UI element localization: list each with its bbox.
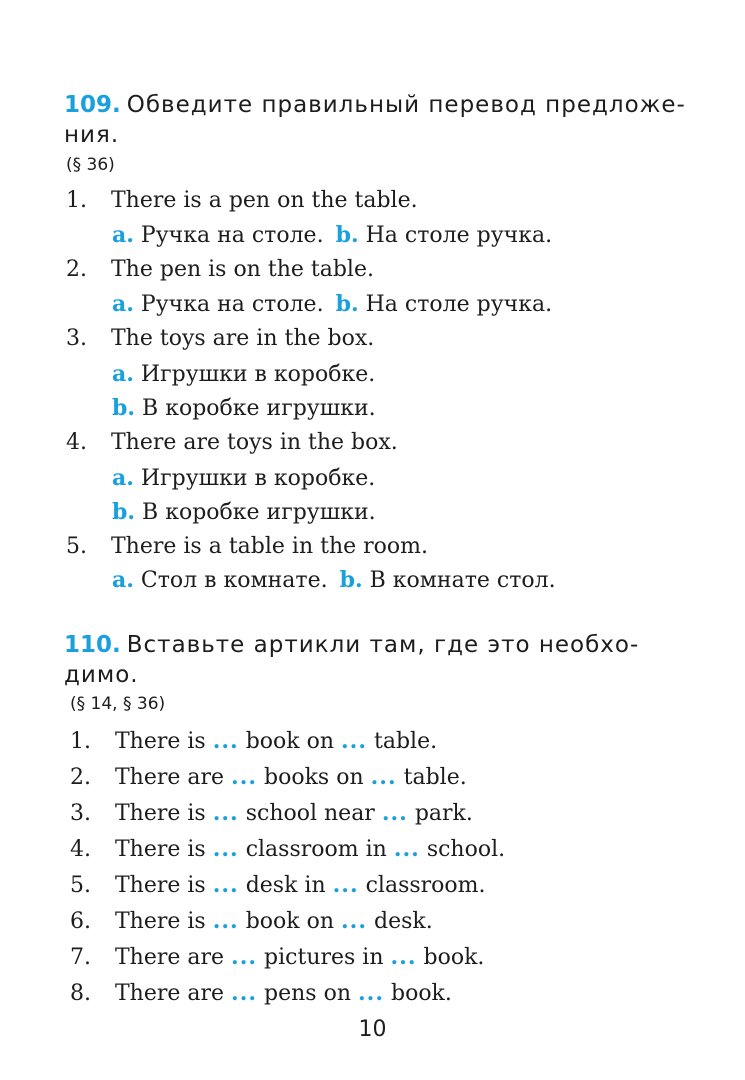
sentence-middle: book on [245, 909, 335, 934]
sentence-start: There is [115, 837, 206, 862]
sentence-middle: classroom in [245, 837, 387, 862]
option-b-label: b. [335, 291, 359, 317]
ex110-item-1 [70, 728, 437, 754]
sentence-middle: pictures in [264, 945, 384, 970]
sentence-end: desk. [374, 909, 433, 934]
blank-2[interactable]: ... [358, 980, 384, 1006]
exercise-109-number: 109. [64, 92, 121, 118]
page-number: 10 [358, 1017, 387, 1042]
exercise-110-number: 110. [64, 632, 121, 658]
ex110-item-6 [70, 908, 433, 934]
ex109-item-3-option-b [112, 395, 376, 421]
item-sentence: There are toys in the box. [111, 430, 398, 455]
sentence-start: There are [115, 945, 225, 970]
item-number: 5. [70, 873, 91, 898]
ex109-item-1 [66, 188, 418, 213]
option-a-label: a. [112, 465, 134, 491]
ex109-item-5-options [112, 567, 556, 593]
exercise-110-instruction: Вставьте артикли там, где это необхо-димо. [64, 632, 640, 688]
option-a-text[interactable]: Игрушки в коробке. [140, 466, 376, 491]
ex109-item-2-options [112, 291, 552, 317]
ex109-item-3-option-a [112, 361, 375, 387]
blank-2[interactable]: ... [332, 872, 359, 898]
option-a-label: a. [112, 222, 134, 248]
item-number: 4. [66, 430, 87, 455]
ex109-item-4-option-b [112, 499, 376, 525]
sentence-middle: desk in [245, 873, 326, 898]
sentence-end: park. [414, 801, 473, 826]
option-a-label: a. [112, 567, 134, 593]
exercise-109-instruction: Обведите правильный перевод предложе-ния. [64, 92, 686, 148]
ex109-item-4-option-a [112, 465, 375, 491]
item-number: 6. [70, 909, 91, 934]
ex110-item-5 [70, 872, 486, 898]
blank-2[interactable]: ... [341, 908, 367, 934]
option-b-label: b. [112, 499, 136, 525]
sentence-end: classroom. [365, 873, 486, 898]
item-sentence: The toys are in the box. [111, 326, 375, 351]
item-number: 8. [70, 981, 91, 1006]
sentence-end: table. [403, 765, 467, 790]
sentence-middle: pens on [264, 981, 351, 1006]
option-a-text[interactable]: Ручка на столе. [140, 223, 324, 248]
option-b-text[interactable]: На столе ручка. [365, 223, 553, 248]
blank-2[interactable]: ... [341, 728, 367, 754]
ex110-item-8 [70, 980, 452, 1006]
ex109-item-1-options [112, 222, 552, 248]
blank-1[interactable]: ... [212, 800, 239, 826]
sentence-start: There are [115, 765, 225, 790]
blank-1[interactable]: ... [212, 908, 239, 934]
exercise-110-reference: (§ 14, § 36) [70, 694, 166, 714]
ex109-item-3 [66, 326, 374, 351]
blank-1[interactable]: ... [212, 872, 239, 898]
sentence-start: There are [115, 981, 225, 1006]
item-number: 2. [66, 257, 87, 282]
option-b-label: b. [339, 567, 363, 593]
item-number: 7. [70, 945, 91, 970]
option-b-text[interactable]: На столе ручка. [365, 292, 553, 317]
item-number: 3. [66, 326, 87, 351]
option-b-label: b. [112, 395, 136, 421]
exercise-110-heading [64, 630, 704, 690]
item-number: 5. [66, 534, 87, 559]
item-sentence: There is a pen on the table. [111, 188, 418, 213]
sentence-middle: book on [245, 729, 335, 754]
ex110-item-2 [70, 764, 467, 790]
option-b-text[interactable]: В комнате стол. [369, 568, 556, 593]
item-number: 1. [70, 729, 91, 754]
blank-1[interactable]: ... [212, 728, 239, 754]
item-number: 1. [66, 188, 87, 213]
blank-2[interactable]: ... [381, 800, 408, 826]
ex109-item-5 [66, 534, 428, 559]
sentence-end: school. [426, 837, 506, 862]
ex110-item-7 [70, 944, 484, 970]
option-a-text[interactable]: Ручка на столе. [140, 292, 324, 317]
exercise-109-heading [64, 90, 704, 150]
sentence-end: table. [374, 729, 438, 754]
blank-1[interactable]: ... [231, 764, 258, 790]
blank-2[interactable]: ... [370, 764, 397, 790]
item-sentence: There is a table in the room. [111, 534, 428, 559]
ex109-item-2 [66, 257, 374, 282]
blank-1[interactable]: ... [231, 944, 258, 970]
option-b-text[interactable]: В коробке игрушки. [142, 396, 376, 421]
blank-2[interactable]: ... [390, 944, 417, 970]
sentence-middle: books on [264, 765, 364, 790]
item-number: 3. [70, 801, 91, 826]
sentence-start: There is [115, 801, 206, 826]
item-number: 2. [70, 765, 91, 790]
ex110-item-4 [70, 836, 505, 862]
item-sentence: The pen is on the table. [111, 257, 374, 282]
option-a-label: a. [112, 361, 134, 387]
ex110-item-3 [70, 800, 473, 826]
sentence-end: book. [423, 945, 485, 970]
sentence-end: book. [390, 981, 452, 1006]
blank-1[interactable]: ... [212, 836, 239, 862]
option-b-text[interactable]: В коробке игрушки. [142, 500, 376, 525]
option-b-label: b. [335, 222, 359, 248]
sentence-start: There is [115, 729, 206, 754]
blank-2[interactable]: ... [393, 836, 420, 862]
option-a-text[interactable]: Игрушки в коробке. [140, 362, 376, 387]
option-a-text[interactable]: Стол в комнате. [140, 568, 328, 593]
item-number: 4. [70, 837, 91, 862]
sentence-start: There is [115, 873, 206, 898]
option-a-label: a. [112, 291, 134, 317]
exercise-109-reference: (§ 36) [66, 155, 115, 175]
sentence-start: There is [115, 909, 206, 934]
ex109-item-4 [66, 430, 398, 455]
blank-1[interactable]: ... [231, 980, 258, 1006]
sentence-middle: school near [245, 801, 375, 826]
